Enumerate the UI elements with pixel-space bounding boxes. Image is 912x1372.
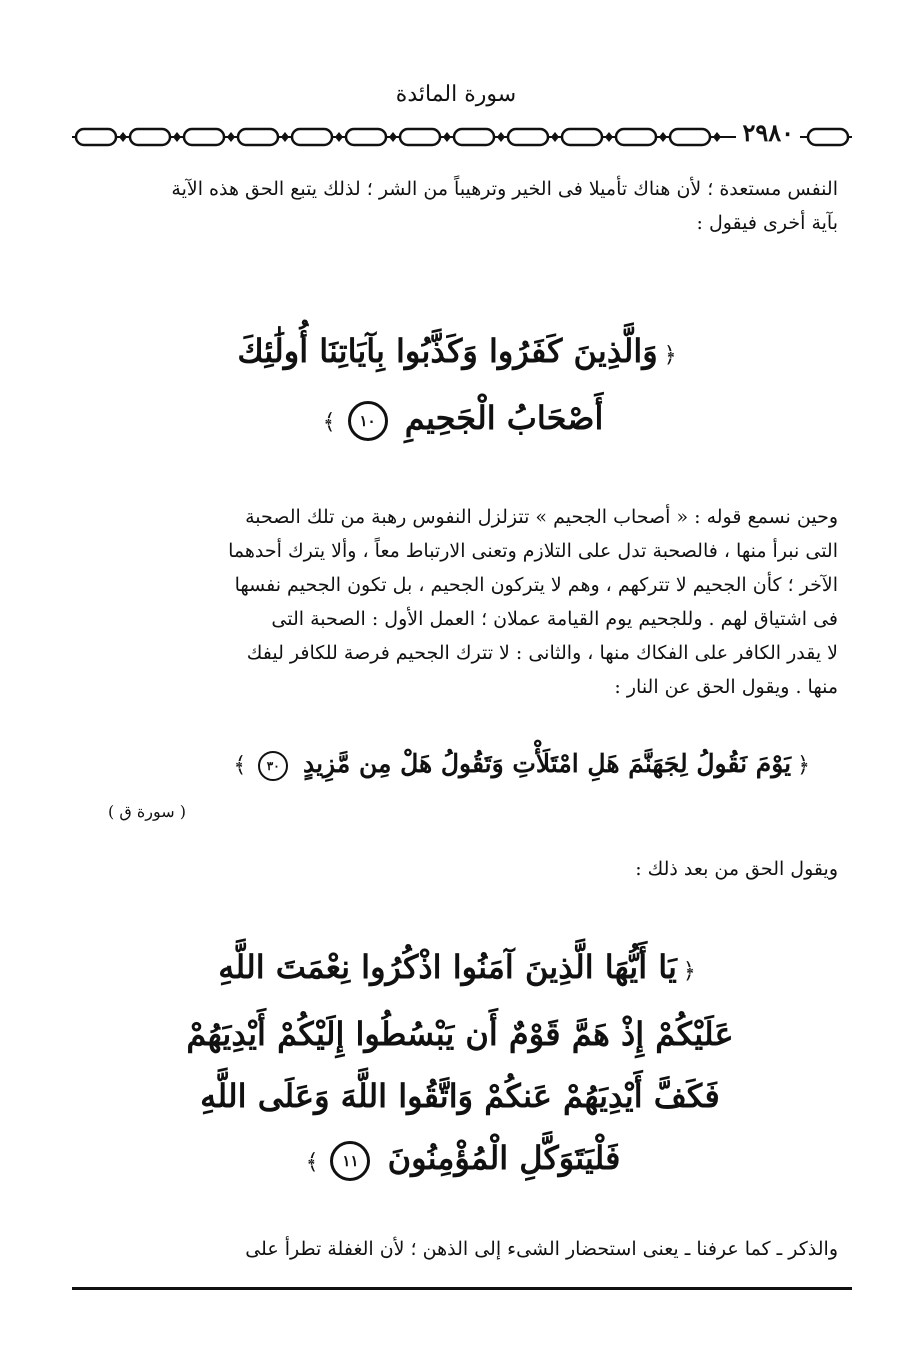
verse-open-ornament-icon: ﴿ [682, 959, 696, 984]
verse-line: عَلَيْكُمْ إِذْ هَمَّ قَوْمٌ أَن يَبْسُطُوا إِلَيْكُمْ أَيْدِيَهُمْ [186, 1015, 734, 1053]
ayah-number-medallion: ١٠ [348, 401, 388, 441]
paragraph-line: منها . ويقول الحق عن النار : [614, 676, 838, 698]
ayah-number-medallion: ٣٠ [258, 751, 288, 781]
verse-text: يَوْمَ نَقُولُ لِجَهَنَّمَ هَلِ امْتَلَأْتِ وَتَقُولُ هَلْ مِن مَّزِيدٍ [302, 749, 792, 778]
page-number: ٢٩٨٠ [736, 118, 800, 147]
verse-open-ornament-icon: ﴿ [797, 753, 810, 778]
paragraph-line: لا يقدر الكافر على الفكاك منها ، والثانى : لا تترك الجحيم فرصة للكافر ليفك [246, 642, 838, 664]
paragraph-line: والذكر ـ كما عرفنا ـ يعنى استحضار الشىء إلى الذهن ؛ لأن الغفلة تطرأ على [245, 1238, 838, 1260]
paragraph-3 [108, 852, 838, 886]
verse-line [110, 1127, 810, 1194]
verse-10 [110, 320, 810, 454]
verse-11 [110, 936, 810, 1194]
bottom-rule [72, 1287, 852, 1290]
ayah-number-medallion: ١١ [330, 1141, 370, 1181]
paragraph-line: النفس مستعدة ؛ لأن هناك تأميلا فى الخير وترهيباً من الشر ؛ لذلك يتبع الحق هذه الآية [171, 178, 838, 200]
verse-text: وَالَّذِينَ كَفَرُوا وَكَذَّبُوا بِآيَاتِنَا أُولَٰئِكَ [237, 332, 658, 370]
paragraph-2 [108, 500, 838, 704]
verse-text: أَصْحَابُ الْجَحِيمِ [404, 399, 604, 437]
verse-qaf-30 [227, 744, 816, 786]
verse-line [110, 320, 810, 387]
verse-line: فَكَفَّ أَيْدِيَهُمْ عَنكُمْ وَاتَّقُوا اللَّهَ وَعَلَى اللَّهِ [200, 1077, 720, 1115]
verse-text: يَا أَيُّهَا الَّذِينَ آمَنُوا اذْكُرُوا نِعْمَتَ اللَّهِ [218, 948, 677, 986]
verse-line [110, 387, 810, 454]
verse-source: ( سورة ق ) [108, 802, 186, 821]
verse-close-ornament-icon: ﴾ [322, 410, 336, 435]
verse-close-ornament-icon: ﴾ [305, 1150, 319, 1175]
paragraph-line: الآخر ؛ كأن الجحيم لا تتركهم ، وهم لا يتركون الجحيم ، بل تكون الجحيم نفسها [234, 574, 838, 596]
surah-title: سورة المائدة [395, 82, 517, 107]
verse-line [110, 936, 810, 1003]
decorative-border [72, 122, 852, 152]
verse-close-ornament-icon: ﴾ [233, 753, 247, 778]
paragraph-1 [108, 172, 838, 240]
paragraph-line: وحين نسمع قوله : « أصحاب الجحيم » تتزلزل النفوس رهبة من تلك الصحبة [245, 506, 838, 528]
paragraph-line: بآية أخرى فيقول : [696, 212, 838, 234]
paragraph-4 [108, 1232, 838, 1266]
paragraph-line: ويقول الحق من بعد ذلك : [635, 858, 838, 880]
paragraph-line: فى اشتياق لهم . وللجحيم يوم القيامة عملان ؛ العمل الأول : الصحبة التى [271, 608, 838, 630]
verse-text: فَلْيَتَوَكَّلِ الْمُؤْمِنُونَ [387, 1139, 621, 1177]
paragraph-line: التى نبرأ منها ، فالصحبة تدل على التلازم وتعنى الارتباط معاً ، وألا يترك أحدهما [228, 540, 838, 562]
verse-open-ornament-icon: ﴿ [663, 343, 677, 368]
